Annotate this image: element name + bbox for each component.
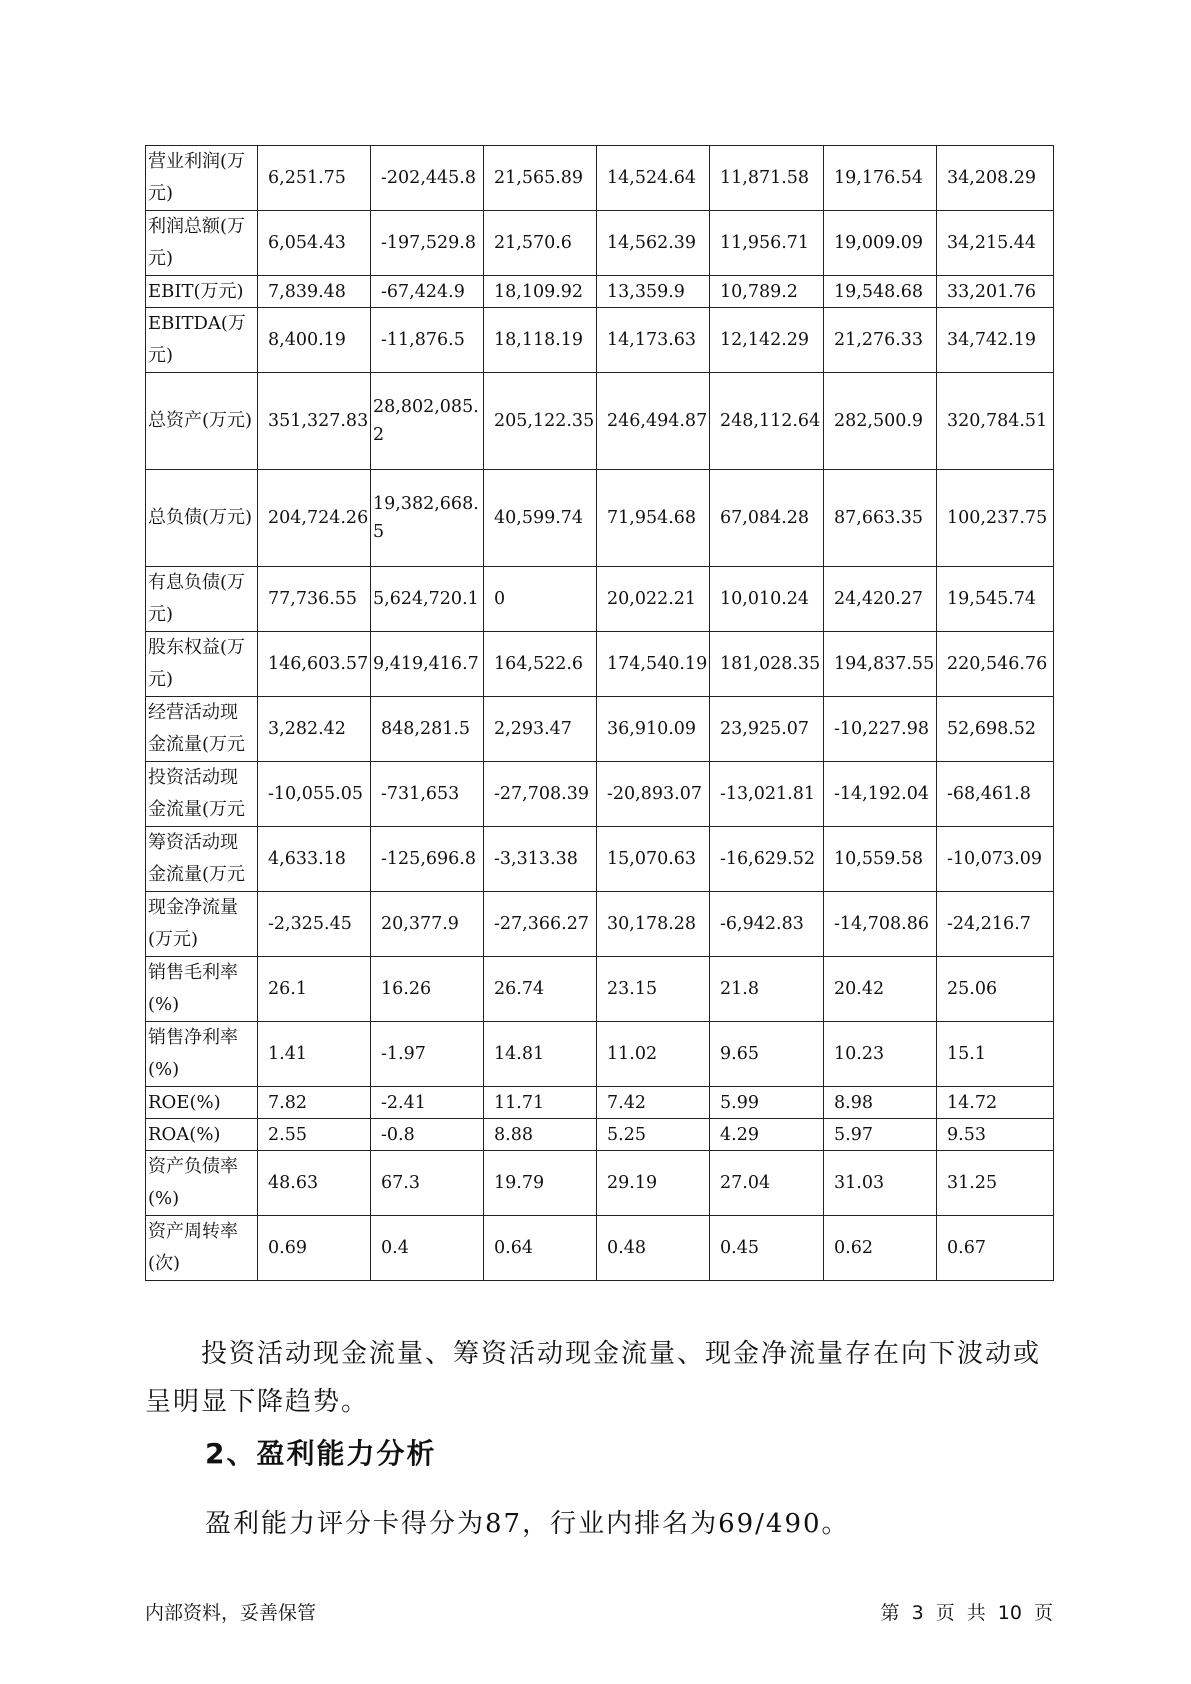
table-cell: -202,445.8 xyxy=(371,146,484,211)
row-label: 销售毛利率(%) xyxy=(146,957,258,1022)
table-cell: 164,522.6 xyxy=(484,632,597,697)
table-cell: 282,500.9 xyxy=(824,373,937,470)
table-cell: 18,109.92 xyxy=(484,276,597,308)
table-cell: -20,893.07 xyxy=(597,762,710,827)
table-cell: -67,424.9 xyxy=(371,276,484,308)
table-cell: -0.8 xyxy=(371,1119,484,1151)
table-cell: 31.03 xyxy=(824,1151,937,1216)
table-cell: 5,624,720.1 xyxy=(371,567,484,632)
table-cell: 4,633.18 xyxy=(258,827,371,892)
table-cell: 11.71 xyxy=(484,1087,597,1119)
table-row xyxy=(146,567,1054,632)
table-cell: 7,839.48 xyxy=(258,276,371,308)
table-cell: 21,276.33 xyxy=(824,308,937,373)
table-row xyxy=(146,373,1054,470)
table-cell: 14,524.64 xyxy=(597,146,710,211)
table-cell: 31.25 xyxy=(937,1151,1054,1216)
table-cell: -6,942.83 xyxy=(710,892,824,957)
table-cell: 6,251.75 xyxy=(258,146,371,211)
row-label: ROE(%) xyxy=(146,1087,258,1119)
row-label: 资产周转率(次) xyxy=(146,1216,258,1281)
table-cell: 24,420.27 xyxy=(824,567,937,632)
footer-page-number: 第 3 页 共 10 页 xyxy=(880,1602,1053,1624)
table-cell: -731,653 xyxy=(371,762,484,827)
table-cell: 6,054.43 xyxy=(258,211,371,276)
table-cell: -2.41 xyxy=(371,1087,484,1119)
table-cell: 8,400.19 xyxy=(258,308,371,373)
table-cell: -10,227.98 xyxy=(824,697,937,762)
financial-table xyxy=(145,145,1054,1281)
table-cell: 71,954.68 xyxy=(597,470,710,567)
row-label: EBIT(万元) xyxy=(146,276,258,308)
table-cell: 11,956.71 xyxy=(710,211,824,276)
table-row xyxy=(146,892,1054,957)
table-cell: 1.41 xyxy=(258,1022,371,1087)
table-cell: 14.72 xyxy=(937,1087,1054,1119)
footer-confidential: 内部资料，妥善保管 xyxy=(145,1602,317,1624)
row-label: 投资活动现金流量(万元 xyxy=(146,762,258,827)
table-cell: 146,603.57 xyxy=(258,632,371,697)
table-cell: 34,215.44 xyxy=(937,211,1054,276)
table-cell: 12,142.29 xyxy=(710,308,824,373)
table-cell: 36,910.09 xyxy=(597,697,710,762)
score-paragraph: 盈利能力评分卡得分为87，行业内排名为69/490。 xyxy=(205,1509,850,1539)
table-cell: 33,201.76 xyxy=(937,276,1054,308)
table-row xyxy=(146,762,1054,827)
table-cell: -13,021.81 xyxy=(710,762,824,827)
table-cell: 23,925.07 xyxy=(710,697,824,762)
table-row xyxy=(146,308,1054,373)
table-cell: 205,122.35 xyxy=(484,373,597,470)
table-cell: 174,540.19 xyxy=(597,632,710,697)
analysis-paragraph: 投资活动现金流量、筹资活动现金流量、现金净流量存在向下波动或呈明显下降趋势。 xyxy=(145,1339,1042,1417)
table-cell: 19,009.09 xyxy=(824,211,937,276)
table-cell: 11.02 xyxy=(597,1022,710,1087)
table-cell: 77,736.55 xyxy=(258,567,371,632)
table-cell: 40,599.74 xyxy=(484,470,597,567)
table-row xyxy=(146,1216,1054,1281)
table-cell: -3,313.38 xyxy=(484,827,597,892)
row-label: ROA(%) xyxy=(146,1119,258,1151)
table-cell: 2,293.47 xyxy=(484,697,597,762)
table-row xyxy=(146,1022,1054,1087)
table-cell: 20,022.21 xyxy=(597,567,710,632)
table-cell: 19,382,668.5 xyxy=(371,470,484,567)
table-cell: 10.23 xyxy=(824,1022,937,1087)
row-label: 现金净流量(万元) xyxy=(146,892,258,957)
table-cell: 0.64 xyxy=(484,1216,597,1281)
table-cell: 21,565.89 xyxy=(484,146,597,211)
table-cell: 25.06 xyxy=(937,957,1054,1022)
table-cell: 5.97 xyxy=(824,1119,937,1151)
table-cell: 100,237.75 xyxy=(937,470,1054,567)
table-row xyxy=(146,470,1054,567)
table-cell: 21,570.6 xyxy=(484,211,597,276)
table-cell: 34,208.29 xyxy=(937,146,1054,211)
row-label: 有息负债(万元) xyxy=(146,567,258,632)
table-cell: -27,366.27 xyxy=(484,892,597,957)
table-cell: -10,073.09 xyxy=(937,827,1054,892)
table-cell: -68,461.8 xyxy=(937,762,1054,827)
table-row xyxy=(146,276,1054,308)
table-cell: 19,545.74 xyxy=(937,567,1054,632)
table-cell: 194,837.55 xyxy=(824,632,937,697)
table-cell: 34,742.19 xyxy=(937,308,1054,373)
table-cell: 20.42 xyxy=(824,957,937,1022)
table-cell: 16.26 xyxy=(371,957,484,1022)
row-label: 营业利润(万元) xyxy=(146,146,258,211)
table-cell: -27,708.39 xyxy=(484,762,597,827)
table-cell: 27.04 xyxy=(710,1151,824,1216)
table-cell: 28,802,085.2 xyxy=(371,373,484,470)
table-cell: 15.1 xyxy=(937,1022,1054,1087)
table-cell: 9.53 xyxy=(937,1119,1054,1151)
table-cell: 8.88 xyxy=(484,1119,597,1151)
table-cell: 204,724.26 xyxy=(258,470,371,567)
table-cell: 7.82 xyxy=(258,1087,371,1119)
table-cell: 246,494.87 xyxy=(597,373,710,470)
table-cell: 48.63 xyxy=(258,1151,371,1216)
row-label: 总负债(万元) xyxy=(146,470,258,567)
table-cell: 13,359.9 xyxy=(597,276,710,308)
table-row xyxy=(146,697,1054,762)
table-cell: 0.4 xyxy=(371,1216,484,1281)
table-cell: 220,546.76 xyxy=(937,632,1054,697)
section-heading: 2、盈利能力分析 xyxy=(205,1437,437,1470)
row-label: EBITDA(万元) xyxy=(146,308,258,373)
table-cell: 23.15 xyxy=(597,957,710,1022)
table-cell: 67,084.28 xyxy=(710,470,824,567)
table-cell: 26.1 xyxy=(258,957,371,1022)
table-cell: 0 xyxy=(484,567,597,632)
table-row xyxy=(146,827,1054,892)
table-cell: -14,192.04 xyxy=(824,762,937,827)
table-cell: 52,698.52 xyxy=(937,697,1054,762)
table-cell: 15,070.63 xyxy=(597,827,710,892)
table-cell: 14,173.63 xyxy=(597,308,710,373)
table-row xyxy=(146,146,1054,211)
table-cell: 0.69 xyxy=(258,1216,371,1281)
table-cell: 9.65 xyxy=(710,1022,824,1087)
table-cell: 10,010.24 xyxy=(710,567,824,632)
table-cell: 10,789.2 xyxy=(710,276,824,308)
table-cell: -1.97 xyxy=(371,1022,484,1087)
table-row xyxy=(146,1119,1054,1151)
table-cell: -16,629.52 xyxy=(710,827,824,892)
table-cell: 351,327.83 xyxy=(258,373,371,470)
table-row xyxy=(146,957,1054,1022)
table-cell: 0.45 xyxy=(710,1216,824,1281)
table-cell: 8.98 xyxy=(824,1087,937,1119)
row-label: 股东权益(万元) xyxy=(146,632,258,697)
table-cell: 19.79 xyxy=(484,1151,597,1216)
table-cell: 2.55 xyxy=(258,1119,371,1151)
row-label: 筹资活动现金流量(万元 xyxy=(146,827,258,892)
table-cell: 20,377.9 xyxy=(371,892,484,957)
table-cell: 7.42 xyxy=(597,1087,710,1119)
table-cell: 4.29 xyxy=(710,1119,824,1151)
table-cell: 87,663.35 xyxy=(824,470,937,567)
table-cell: 0.67 xyxy=(937,1216,1054,1281)
table-cell: 29.19 xyxy=(597,1151,710,1216)
table-cell: 67.3 xyxy=(371,1151,484,1216)
table-cell: 11,871.58 xyxy=(710,146,824,211)
table-cell: 0.48 xyxy=(597,1216,710,1281)
table-cell: -10,055.05 xyxy=(258,762,371,827)
row-label: 利润总额(万元) xyxy=(146,211,258,276)
table-row xyxy=(146,632,1054,697)
table-cell: -197,529.8 xyxy=(371,211,484,276)
table-cell: 848,281.5 xyxy=(371,697,484,762)
table-cell: 3,282.42 xyxy=(258,697,371,762)
table-cell: 26.74 xyxy=(484,957,597,1022)
table-cell: 248,112.64 xyxy=(710,373,824,470)
table-cell: -14,708.86 xyxy=(824,892,937,957)
table-cell: 5.25 xyxy=(597,1119,710,1151)
table-row xyxy=(146,1087,1054,1119)
table-cell: 14,562.39 xyxy=(597,211,710,276)
table-cell: 9,419,416.7 xyxy=(371,632,484,697)
table-cell: -2,325.45 xyxy=(258,892,371,957)
row-label: 销售净利率(%) xyxy=(146,1022,258,1087)
table-cell: -125,696.8 xyxy=(371,827,484,892)
table-cell: 19,176.54 xyxy=(824,146,937,211)
table-cell: 5.99 xyxy=(710,1087,824,1119)
table-cell: 19,548.68 xyxy=(824,276,937,308)
table-cell: 181,028.35 xyxy=(710,632,824,697)
table-cell: 14.81 xyxy=(484,1022,597,1087)
table-cell: -11,876.5 xyxy=(371,308,484,373)
table-cell: -24,216.7 xyxy=(937,892,1054,957)
table-cell: 18,118.19 xyxy=(484,308,597,373)
table-cell: 320,784.51 xyxy=(937,373,1054,470)
row-label: 经营活动现金流量(万元 xyxy=(146,697,258,762)
table-cell: 30,178.28 xyxy=(597,892,710,957)
row-label: 资产负债率(%) xyxy=(146,1151,258,1216)
table-cell: 0.62 xyxy=(824,1216,937,1281)
table-cell: 10,559.58 xyxy=(824,827,937,892)
table-row xyxy=(146,1151,1054,1216)
table-cell: 21.8 xyxy=(710,957,824,1022)
row-label: 总资产(万元) xyxy=(146,373,258,470)
table-row xyxy=(146,211,1054,276)
